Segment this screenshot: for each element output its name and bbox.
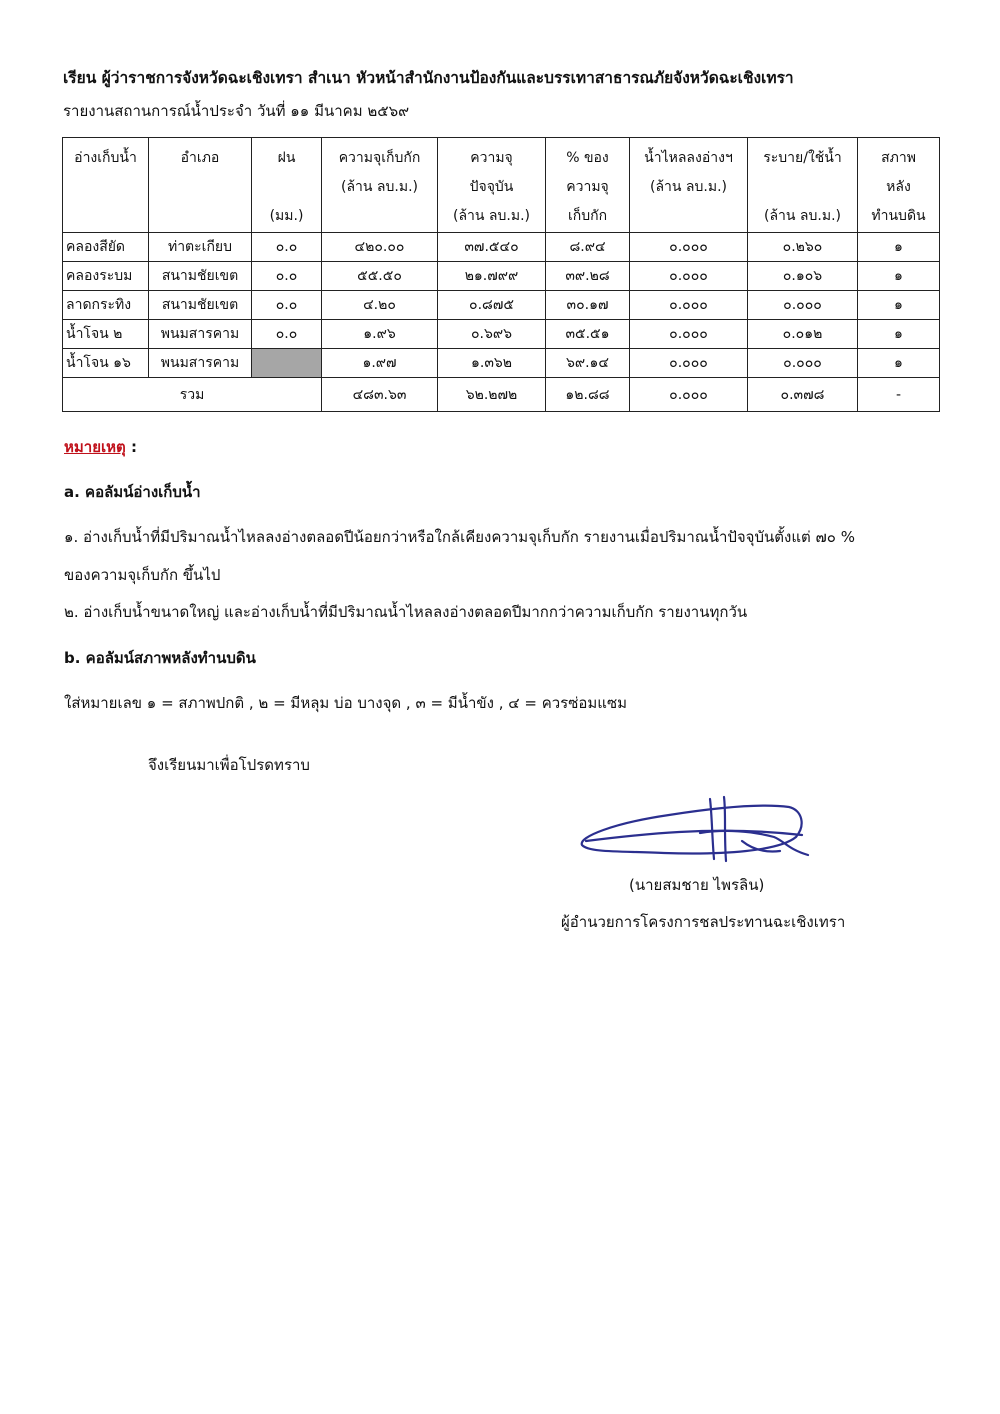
header-percent-capacity: % ของ ความจุ เก็บกัก xyxy=(546,138,630,233)
header-inflow: น้ำไหลลงอ่างฯ (ล้าน ลบ.ม.) xyxy=(630,138,748,233)
header-outflow: ระบาย/ใช้น้ำ (ล้าน ลบ.ม.) xyxy=(748,138,858,233)
cell-reservoir: น้ำโจน ๑๖ xyxy=(63,349,149,378)
cell-percent: ๓๙.๒๘ xyxy=(546,262,630,291)
cell-reservoir: คลองระบม xyxy=(63,262,149,291)
notes-a1-continued: ของความจุเก็บกัก ขึ้นไป xyxy=(64,566,221,584)
cell-district: พนมสารคาม xyxy=(149,349,252,378)
header-district: อำเภอ xyxy=(149,138,252,233)
table-row xyxy=(63,349,940,378)
header-reservoir: อ่างเก็บน้ำ xyxy=(63,138,149,233)
cell-outflow: ๐.๐๐๐ xyxy=(748,349,858,378)
cell-percent: ๓๕.๕๑ xyxy=(546,320,630,349)
cell-inflow: ๐.๐๐๐ xyxy=(630,349,748,378)
table-row xyxy=(63,291,940,320)
cell-rain-shaded xyxy=(252,349,322,378)
cell-reservoir: ลาดกระทิง xyxy=(63,291,149,320)
cell-condition: ๑ xyxy=(858,349,940,378)
signer-name: (นายสมชาย ไพรลิน) xyxy=(629,876,765,894)
cell-current: ๑.๓๖๒ xyxy=(438,349,546,378)
total-capacity: ๔๘๓.๖๓ xyxy=(322,378,438,412)
report-subheading: รายงานสถานการณ์น้ำประจำ วันที่ ๑๑ มีนาคม ๒๕๖๙ xyxy=(63,102,410,120)
cell-percent: ๘.๙๔ xyxy=(546,233,630,262)
cell-capacity: ๑.๙๗ xyxy=(322,349,438,378)
total-inflow: ๐.๐๐๐ xyxy=(630,378,748,412)
notes-title-colon: : xyxy=(125,438,137,456)
header-current-volume: ความจุ ปัจจุบัน (ล้าน ลบ.ม.) xyxy=(438,138,546,233)
cell-percent: ๓๐.๑๗ xyxy=(546,291,630,320)
total-row xyxy=(63,378,940,412)
cell-reservoir: คลองสียัด xyxy=(63,233,149,262)
cell-outflow: ๐.๐๑๒ xyxy=(748,320,858,349)
cell-outflow: ๐.๒๖๐ xyxy=(748,233,858,262)
table-row xyxy=(63,262,940,291)
cell-capacity: ๔๒๐.๐๐ xyxy=(322,233,438,262)
table-row xyxy=(63,320,940,349)
cell-inflow: ๐.๐๐๐ xyxy=(630,291,748,320)
cell-reservoir: น้ำโจน ๒ xyxy=(63,320,149,349)
notes-a2: ๒. อ่างเก็บน้ำขนาดใหญ่ และอ่างเก็บน้ำที่มีปริมาณน้ำไหลลงอ่างตลอดปีมากกว่าความเก็บกัก รายงานทุกวัน xyxy=(64,603,748,621)
table-row xyxy=(63,233,940,262)
cell-district: สนามชัยเขต xyxy=(149,291,252,320)
notes-title-label: หมายเหตุ xyxy=(64,438,126,456)
cell-inflow: ๐.๐๐๐ xyxy=(630,320,748,349)
cell-rain: ๐.๐ xyxy=(252,262,322,291)
cell-capacity: ๕๕.๕๐ xyxy=(322,262,438,291)
notes-section-a: a. คอลัมน์อ่างเก็บน้ำ xyxy=(64,483,201,501)
cell-condition: ๑ xyxy=(858,291,940,320)
notes-b1: ใส่หมายเลข ๑ = สภาพปกติ , ๒ = มีหลุม บ่อ บางจุด , ๓ = มีน้ำขัง , ๔ = ควรซ่อมแซม xyxy=(64,694,628,712)
cell-capacity: ๔.๒๐ xyxy=(322,291,438,320)
cell-inflow: ๐.๐๐๐ xyxy=(630,262,748,291)
cell-condition: ๑ xyxy=(858,262,940,291)
total-label: รวม xyxy=(63,378,322,412)
cell-district: สนามชัยเขต xyxy=(149,262,252,291)
total-condition: - xyxy=(858,378,940,412)
reservoir-table xyxy=(62,137,940,412)
cell-district: พนมสารคาม xyxy=(149,320,252,349)
notes-title xyxy=(64,437,137,457)
cell-outflow: ๐.๑๐๖ xyxy=(748,262,858,291)
letter-heading: เรียน ผู้ว่าราชการจังหวัดฉะเชิงเทรา สำเนา หัวหน้าสำนักงานป้องกันและบรรเทาสาธารณภัยจังหวัดฉะเชิงเทรา xyxy=(63,69,794,87)
signer-position: ผู้อำนวยการโครงการชลประทานฉะเชิงเทรา xyxy=(561,913,846,931)
table-header xyxy=(63,138,940,233)
cell-capacity: ๑.๙๖ xyxy=(322,320,438,349)
notes-section-b: b. คอลัมน์สภาพหลังทำนบดิน xyxy=(64,649,256,667)
total-current: ๖๒.๒๗๒ xyxy=(438,378,546,412)
header-dam-condition: สภาพ หลัง ทำนบดิน xyxy=(858,138,940,233)
cell-rain: ๐.๐ xyxy=(252,291,322,320)
cell-current: ๒๑.๗๙๙ xyxy=(438,262,546,291)
notes-a1: ๑. อ่างเก็บน้ำที่มีปริมาณน้ำไหลลงอ่างตลอดปีน้อยกว่าหรือใกล้เคียงความจุเก็บกัก รายงานเมื่อปริมาณน้ำปัจจุบันตั้งแต่ ๗๐ % xyxy=(64,528,855,546)
cell-current: ๐.๘๗๕ xyxy=(438,291,546,320)
cell-percent: ๖๙.๑๔ xyxy=(546,349,630,378)
header-rain: ฝน (มม.) xyxy=(252,138,322,233)
total-percent: ๑๒.๘๘ xyxy=(546,378,630,412)
cell-outflow: ๐.๐๐๐ xyxy=(748,291,858,320)
closing-text: จึงเรียนมาเพื่อโปรดทราบ xyxy=(148,756,310,774)
total-outflow: ๐.๓๗๘ xyxy=(748,378,858,412)
cell-rain: ๐.๐ xyxy=(252,233,322,262)
cell-rain: ๐.๐ xyxy=(252,320,322,349)
header-storage-capacity: ความจุเก็บกัก (ล้าน ลบ.ม.) xyxy=(322,138,438,233)
cell-current: ๓๗.๕๔๐ xyxy=(438,233,546,262)
cell-current: ๐.๖๙๖ xyxy=(438,320,546,349)
cell-district: ท่าตะเกียบ xyxy=(149,233,252,262)
signature-image xyxy=(574,793,814,865)
cell-condition: ๑ xyxy=(858,320,940,349)
cell-condition: ๑ xyxy=(858,233,940,262)
cell-inflow: ๐.๐๐๐ xyxy=(630,233,748,262)
